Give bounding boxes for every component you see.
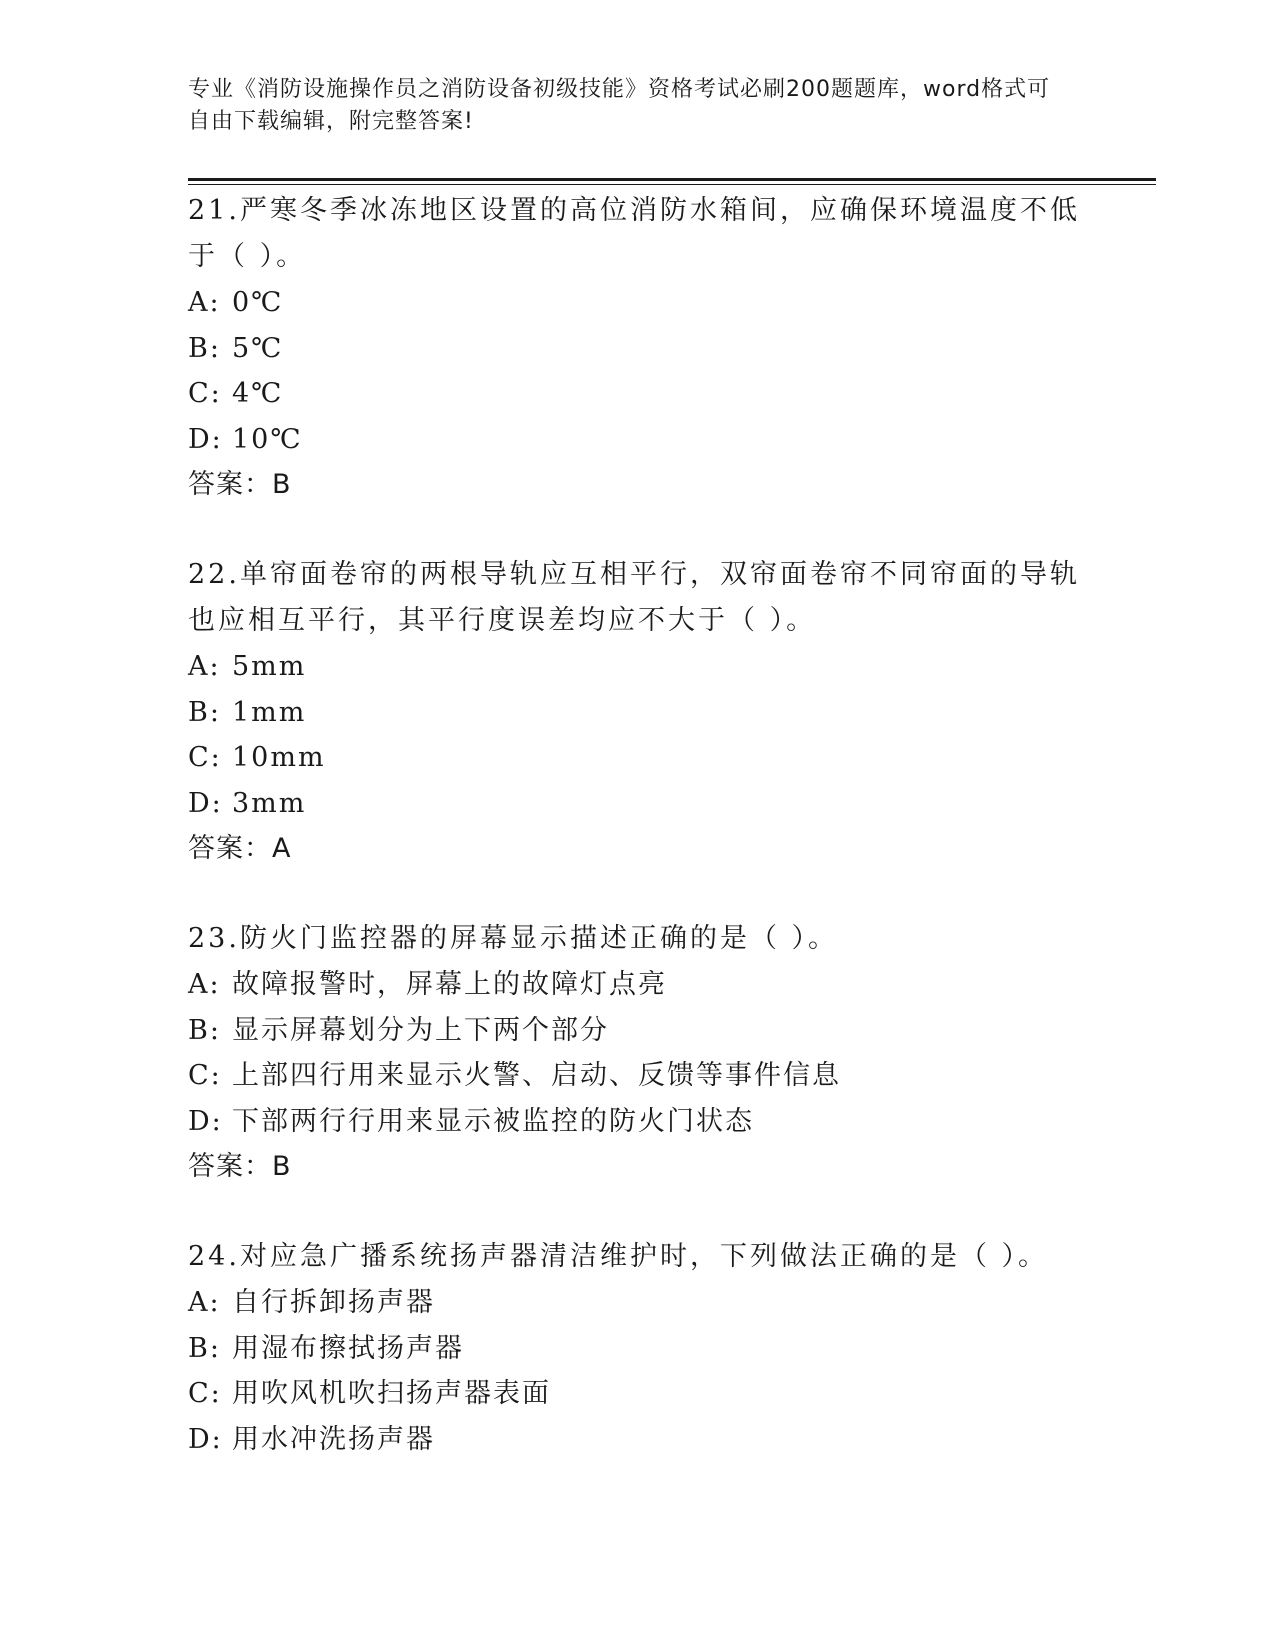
option-c	[188, 735, 1088, 781]
header-divider-thin	[188, 184, 1156, 185]
option-text: 故障报警时，屏幕上的故障灯点亮	[232, 969, 667, 1000]
option-letter: A:	[188, 1287, 221, 1318]
option-d	[188, 1417, 1088, 1463]
option-text: 1mm	[232, 696, 307, 728]
option-d	[188, 417, 1088, 463]
option-text: 10℃	[232, 423, 303, 455]
question-list	[188, 188, 1088, 1506]
option-d	[188, 781, 1088, 827]
option-letter: A:	[188, 969, 221, 1000]
question-stem: 24.对应急广播系统扬声器清洁维护时，下列做法正确的是（ ）。	[188, 1241, 1049, 1272]
answer-line: 答案：B	[188, 1151, 292, 1182]
question-23	[188, 916, 1088, 1190]
option-a	[188, 962, 1088, 1008]
option-letter: D:	[188, 787, 223, 819]
option-text: 自行拆卸扬声器	[232, 1287, 435, 1318]
option-text: 5mm	[232, 651, 307, 682]
option-text: 5℃	[232, 332, 284, 364]
question-stem: 21.严寒冬季冰冻地区设置的高位消防水箱间，应确保环境温度不低于（ ）。	[188, 195, 1080, 272]
option-text: 上部四行用来显示火警、启动、反馈等事件信息	[232, 1060, 841, 1091]
option-b	[188, 326, 1088, 372]
option-text: 下部两行行用来显示被监控的防火门状态	[232, 1105, 754, 1137]
option-a	[188, 644, 1088, 690]
option-letter: D:	[188, 1105, 223, 1137]
option-letter: B:	[188, 1332, 221, 1364]
option-letter: D:	[188, 423, 223, 455]
option-b	[188, 1008, 1088, 1054]
option-text: 10mm	[232, 742, 326, 773]
answer-line: 答案：A	[188, 833, 292, 864]
option-letter: A:	[188, 651, 221, 682]
question-stem: 23.防火门监控器的屏幕显示描述正确的是（ ）。	[188, 923, 839, 954]
option-letter: B:	[188, 696, 221, 728]
document-header: 专业《消防设施操作员之消防设备初级技能》资格考试必刷200题题库，word格式可自由下载编辑，附完整答案!	[188, 77, 1051, 134]
option-letter: C:	[188, 742, 222, 773]
option-text: 用湿布擦拭扬声器	[232, 1332, 464, 1364]
option-letter: C:	[188, 1378, 222, 1409]
question-stem: 22.单帘面卷帘的两根导轨应互相平行，双帘面卷帘不同帘面的导轨也应相互平行，其平行度误差均应不大于（ ）。	[188, 559, 1080, 636]
option-letter: B:	[188, 332, 221, 364]
option-a	[188, 280, 1088, 326]
option-text: 显示屏幕划分为上下两个部分	[232, 1014, 609, 1046]
option-c	[188, 371, 1088, 417]
option-text: 0℃	[232, 287, 284, 318]
option-a	[188, 1280, 1088, 1326]
answer-line: 答案：B	[188, 469, 292, 500]
option-letter: C:	[188, 1060, 222, 1091]
option-letter: D:	[188, 1423, 223, 1455]
option-text: 4℃	[232, 378, 284, 409]
option-d	[188, 1099, 1088, 1145]
option-c	[188, 1371, 1088, 1417]
option-letter: B:	[188, 1014, 221, 1046]
option-c	[188, 1053, 1088, 1099]
option-text: 用吹风机吹扫扬声器表面	[232, 1378, 551, 1409]
option-text: 3mm	[232, 787, 307, 819]
option-letter: A:	[188, 287, 221, 318]
option-text: 用水冲洗扬声器	[232, 1423, 435, 1455]
question-24	[188, 1234, 1088, 1462]
header-divider-thick	[188, 178, 1156, 181]
question-21	[188, 188, 1088, 508]
option-b	[188, 690, 1088, 736]
option-b	[188, 1326, 1088, 1372]
option-letter: C:	[188, 378, 222, 409]
question-22	[188, 552, 1088, 872]
